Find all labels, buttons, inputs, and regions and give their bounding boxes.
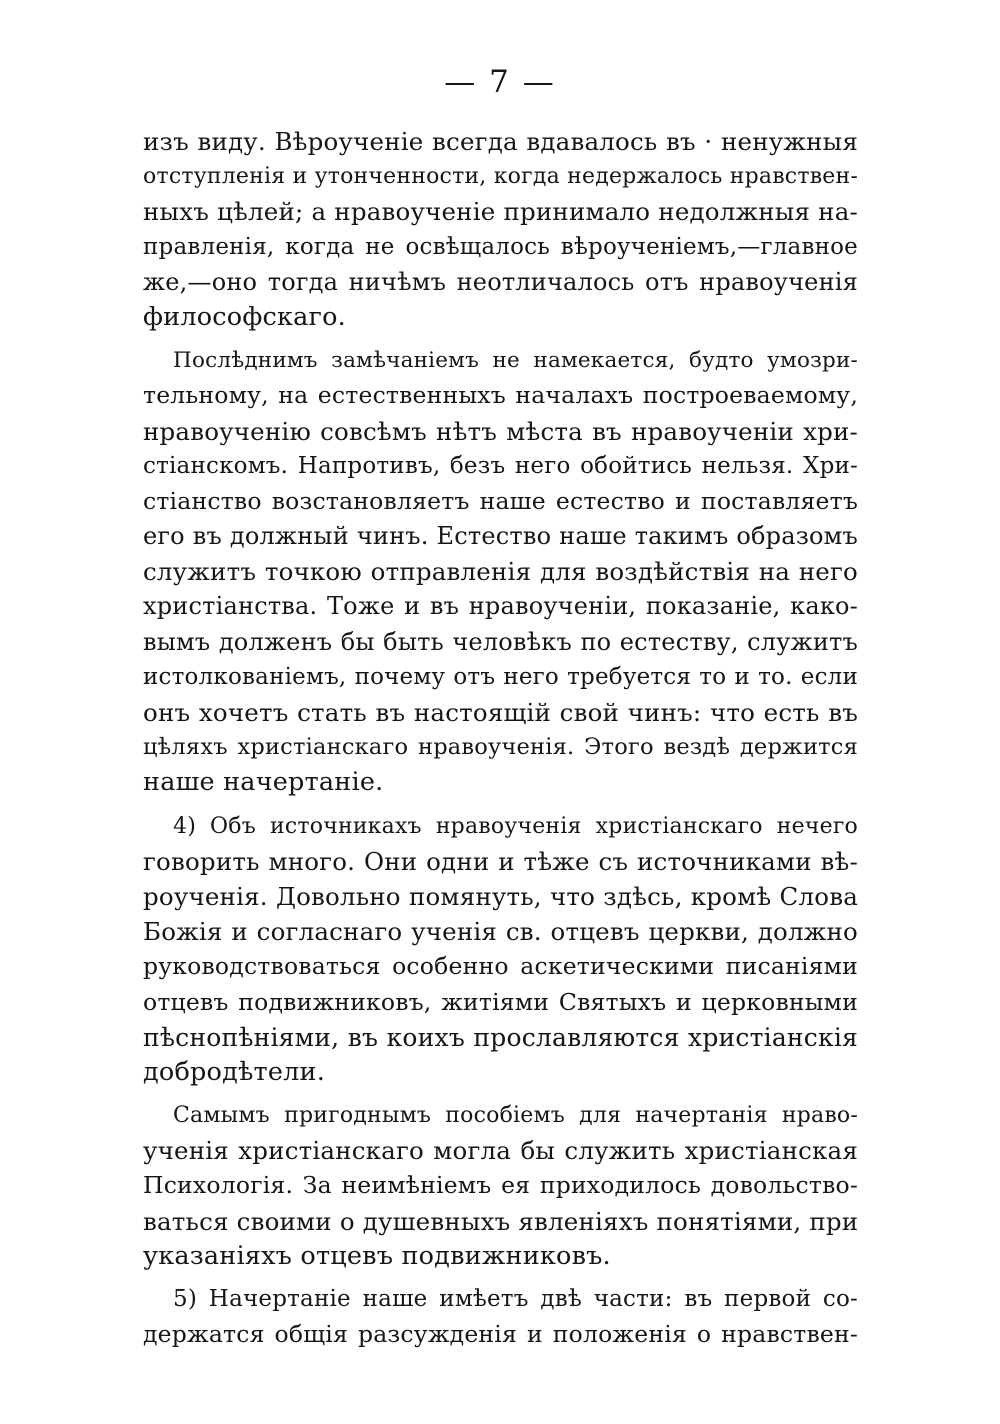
text-line: Самымъ пригоднымъ пособіемъ для начертанія нраво-	[173, 1103, 858, 1129]
text-line: стіанскомъ. Напротивъ, безъ него обойтись нельзя. Хри-	[143, 452, 858, 479]
text-line: цѣляхъ христіанскаго нравоученія. Этого вездѣ держится	[143, 734, 858, 761]
text-line: наше начертаніе.	[143, 767, 384, 798]
text-line: 4) Объ источникахъ нравоученія христіанскаго нечего	[173, 813, 858, 839]
text-line: Психологія. За неимѣніемъ ея приходилось довольство-	[143, 1171, 858, 1200]
text-line: 5) Начертаніе наше имѣетъ двѣ части: въ первой со-	[173, 1286, 858, 1312]
text-line: истолкованіемъ, почему отъ него требуется то и то. если	[143, 663, 858, 690]
text-line: онъ хочетъ стать въ настоящій свой чинъ: что есть въ	[143, 698, 858, 727]
text-line: роученія. Довольно помянуть, что здѣсь, кромѣ Слова	[143, 881, 858, 911]
text-line: стіанство возстановляетъ наше естество и поставляетъ	[143, 486, 858, 515]
text-line: Послѣднимъ замѣчаніемъ не намекается, будто умозри-	[173, 348, 858, 374]
text-line: его въ должный чинъ. Естество наше такимъ образомъ	[143, 522, 858, 551]
text-line: Божія и согласнаго ученія св. отцевъ церкви, должно	[143, 917, 858, 947]
text-line: пѣснопѣніями, въ коихъ прославляются христіанскія	[143, 1022, 858, 1052]
text-line: руководствоваться особенно аскетическими писаніями	[143, 952, 858, 981]
paragraph	[143, 1098, 858, 1274]
paragraph	[143, 1282, 858, 1352]
paragraph	[143, 809, 858, 1091]
text-line: служитъ точкою отправленія для воздѣйствія на него	[143, 557, 858, 587]
text-line: отцевъ подвижниковъ, житіями Святыхъ и церковными	[143, 987, 858, 1016]
text-line: правленія, когда не освѣщалось вѣроученіемъ,—главное	[143, 233, 858, 260]
body-text	[143, 124, 858, 1352]
text-line: держатся общія разсужденія и положенія о нравствен-	[143, 1320, 858, 1349]
text-line: философскаго.	[143, 301, 346, 332]
text-line: же,—оно тогда ничѣмъ неотличалось отъ нравоученія	[143, 267, 858, 296]
text-line: указаніяхъ отцевъ подвижниковъ.	[143, 1240, 611, 1271]
text-line: тельному, на естественныхъ началахъ построеваемому,	[143, 381, 858, 410]
text-line: вымъ долженъ бы быть человѣкъ по естеству, служитъ	[143, 627, 858, 656]
text-line: изъ виду. Вѣроученіе всегда вдавалось въ · ненужныя	[143, 127, 858, 156]
text-line: христіанства. Тоже и въ нравоученіи, показаніе, како-	[143, 592, 858, 621]
text-line: ученія христіанскаго могла бы служить христіанская	[143, 1136, 858, 1166]
text-line: добродѣтели.	[143, 1056, 326, 1087]
paragraph	[143, 343, 858, 800]
text-line: говорить много. Они одни и тѣже съ источниками вѣ-	[143, 846, 858, 876]
text-line: ваться своими о душевныхъ явленіяхъ понятіями, при	[143, 1206, 859, 1236]
text-line: ныхъ цѣлей; а нравоученіе принимало недолжныя на-	[143, 197, 858, 227]
page-number: — 7 —	[444, 64, 556, 100]
text-line: нравоученію совсѣмъ нѣтъ мѣста въ нравоученіи хри-	[143, 416, 858, 446]
paragraph	[143, 124, 858, 335]
text-line: отступленія и утонченности, когда недержалось нравствен-	[143, 164, 858, 190]
